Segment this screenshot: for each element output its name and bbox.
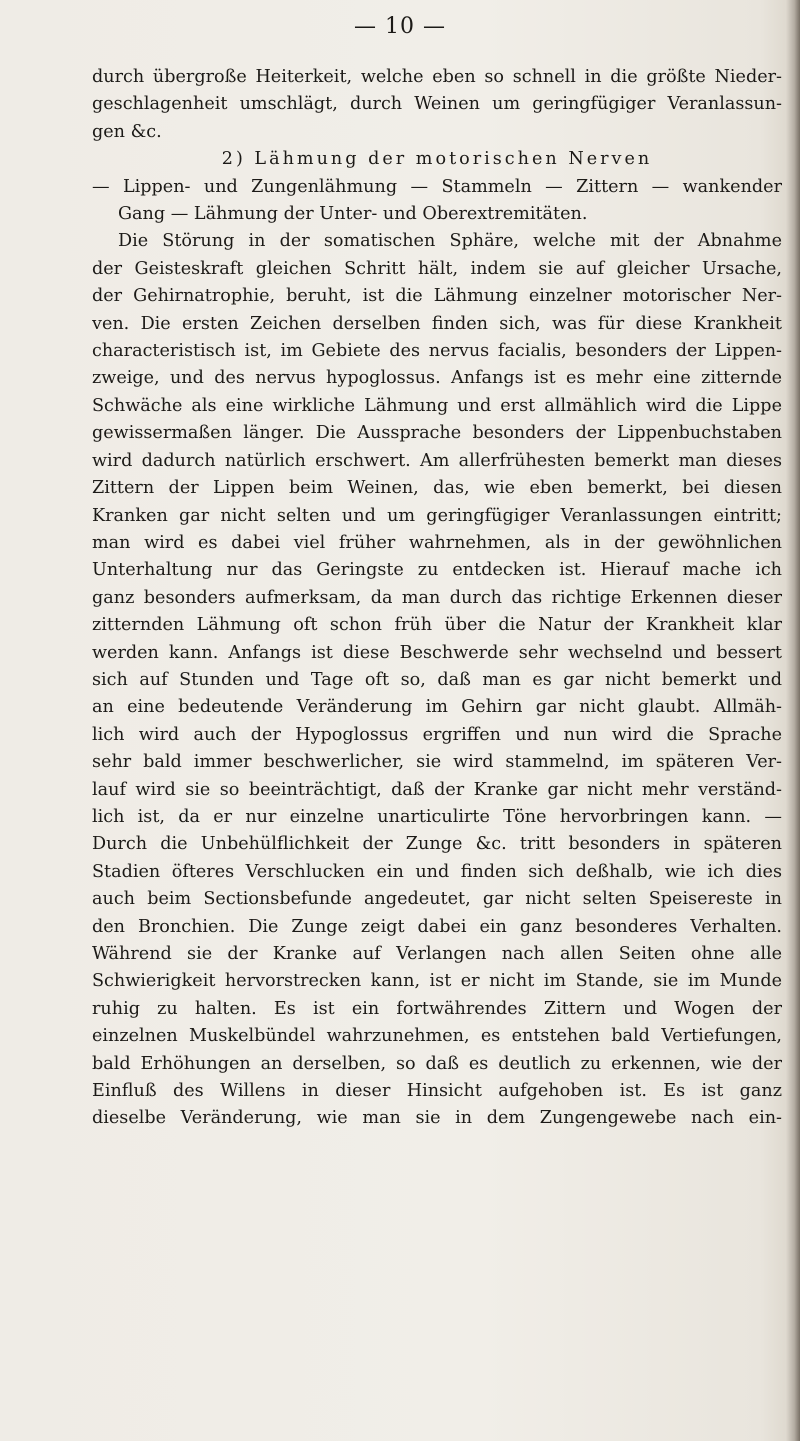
text-line: sich auf Stunden und Tage oft so, daß man es gar nicht bemerkt und bbox=[92, 669, 782, 690]
text-line: lich ist, da er nur einzelne unarticulirte Töne hervorbringen kann. — bbox=[92, 806, 782, 827]
text-line: lauf wird sie so beeinträchtigt, daß der Kranke gar nicht mehr verständ- bbox=[92, 779, 782, 800]
text-line: gen &c. bbox=[92, 121, 162, 142]
text-line: — Lippen- und Zungenlähmung — Stammeln — Zittern — wankender bbox=[92, 176, 782, 197]
text-line: zweige, und des nervus hypoglossus. Anfangs ist es mehr eine zitternde bbox=[92, 368, 782, 389]
text-line: Unterhaltung nur das Geringste zu entdecken ist. Hierauf mache ich bbox=[92, 560, 782, 581]
text-line: Schwierigkeit hervorstrecken kann, ist er nicht im Stande, sie im Munde bbox=[92, 971, 782, 992]
text-line: ruhig zu halten. Es ist ein fortwährendes Zittern und Wogen der bbox=[92, 998, 782, 1019]
text-line: sehr bald immer beschwerlicher, sie wird stammelnd, im späteren Ver- bbox=[92, 752, 782, 773]
text-line: an eine bedeutende Veränderung im Gehirn gar nicht glaubt. Allmäh- bbox=[92, 697, 782, 718]
text-line: Kranken gar nicht selten und um geringfügiger Veranlassungen eintritt; bbox=[92, 505, 782, 526]
text-line: Einfluß des Willens in dieser Hinsicht aufgehoben ist. Es ist ganz bbox=[92, 1081, 782, 1102]
text-line: Durch die Unbehülflichkeit der Zunge &c. tritt besonders in späteren bbox=[92, 834, 782, 855]
text-line: zitternden Lähmung oft schon früh über die Natur der Krankheit klar bbox=[92, 615, 782, 636]
text-line: Stadien öfteres Verschlucken ein und finden sich deßhalb, wie ich dies bbox=[92, 861, 782, 882]
text-line: den Bronchien. Die Zunge zeigt dabei ein ganz besonderes Verhalten. bbox=[92, 916, 782, 937]
text-line: man wird es dabei viel früher wahrnehmen, als in der gewöhnlichen bbox=[92, 532, 782, 553]
text-line: dieselbe Veränderung, wie man sie in dem Zungengewebe nach ein- bbox=[92, 1108, 782, 1129]
text-line: characteristisch ist, im Gebiete des nervus facialis, besonders der Lippen- bbox=[92, 341, 782, 362]
section-heading: 2) Lähmung der motorischen Nerven bbox=[221, 149, 653, 170]
text-line: geschlagenheit umschlägt, durch Weinen um geringfügiger Veranlassun- bbox=[92, 94, 782, 115]
text-line: Die Störung in der somatischen Sphäre, welche mit der Abnahme bbox=[118, 231, 782, 252]
text-line: einzelnen Muskelbündel wahrzunehmen, es entstehen bald Vertiefungen, bbox=[92, 1026, 782, 1047]
text-line: lich wird auch der Hypoglossus ergriffen und nun wird die Sprache bbox=[92, 724, 782, 745]
text-line: der Geisteskraft gleichen Schritt hält, indem sie auf gleicher Ursache, bbox=[92, 258, 782, 279]
text-line: Zittern der Lippen beim Weinen, das, wie eben bemerkt, bei diesen bbox=[92, 478, 782, 499]
page-number: — 10 — bbox=[354, 14, 446, 39]
text-line: der Gehirnatrophie, beruht, ist die Lähmung einzelner motorischer Ner- bbox=[92, 286, 782, 307]
text-line: gewissermaßen länger. Die Aussprache besonders der Lippenbuchstaben bbox=[92, 423, 782, 444]
text-line: auch beim Sectionsbefunde angedeutet, gar nicht selten Speisereste in bbox=[92, 889, 782, 910]
text-line: Während sie der Kranke auf Verlangen nach allen Seiten ohne alle bbox=[92, 944, 782, 964]
text-line: bald Erhöhungen an derselben, so daß es deutlich zu erkennen, wie der bbox=[92, 1053, 782, 1074]
page-edge-shadow bbox=[786, 0, 800, 1441]
text-line: durch übergroße Heiterkeit, welche eben so schnell in die größte Nieder- bbox=[92, 67, 782, 87]
text-line: wird dadurch natürlich erschwert. Am allerfrühesten bemerkt man dieses bbox=[92, 450, 782, 471]
text-line: Gang — Lähmung der Unter- und Oberextremitäten. bbox=[118, 204, 588, 225]
text-line: ven. Die ersten Zeichen derselben finden sich, was für diese Krankheit bbox=[92, 313, 782, 334]
text-line: ganz besonders aufmerksam, da man durch das richtige Erkennen dieser bbox=[92, 587, 782, 608]
text-line: Schwäche als eine wirkliche Lähmung und erst allmählich wird die Lippe bbox=[92, 395, 782, 416]
text-line: werden kann. Anfangs ist diese Beschwerde sehr wechselnd und bessert bbox=[92, 642, 782, 663]
body-text bbox=[92, 64, 782, 1133]
